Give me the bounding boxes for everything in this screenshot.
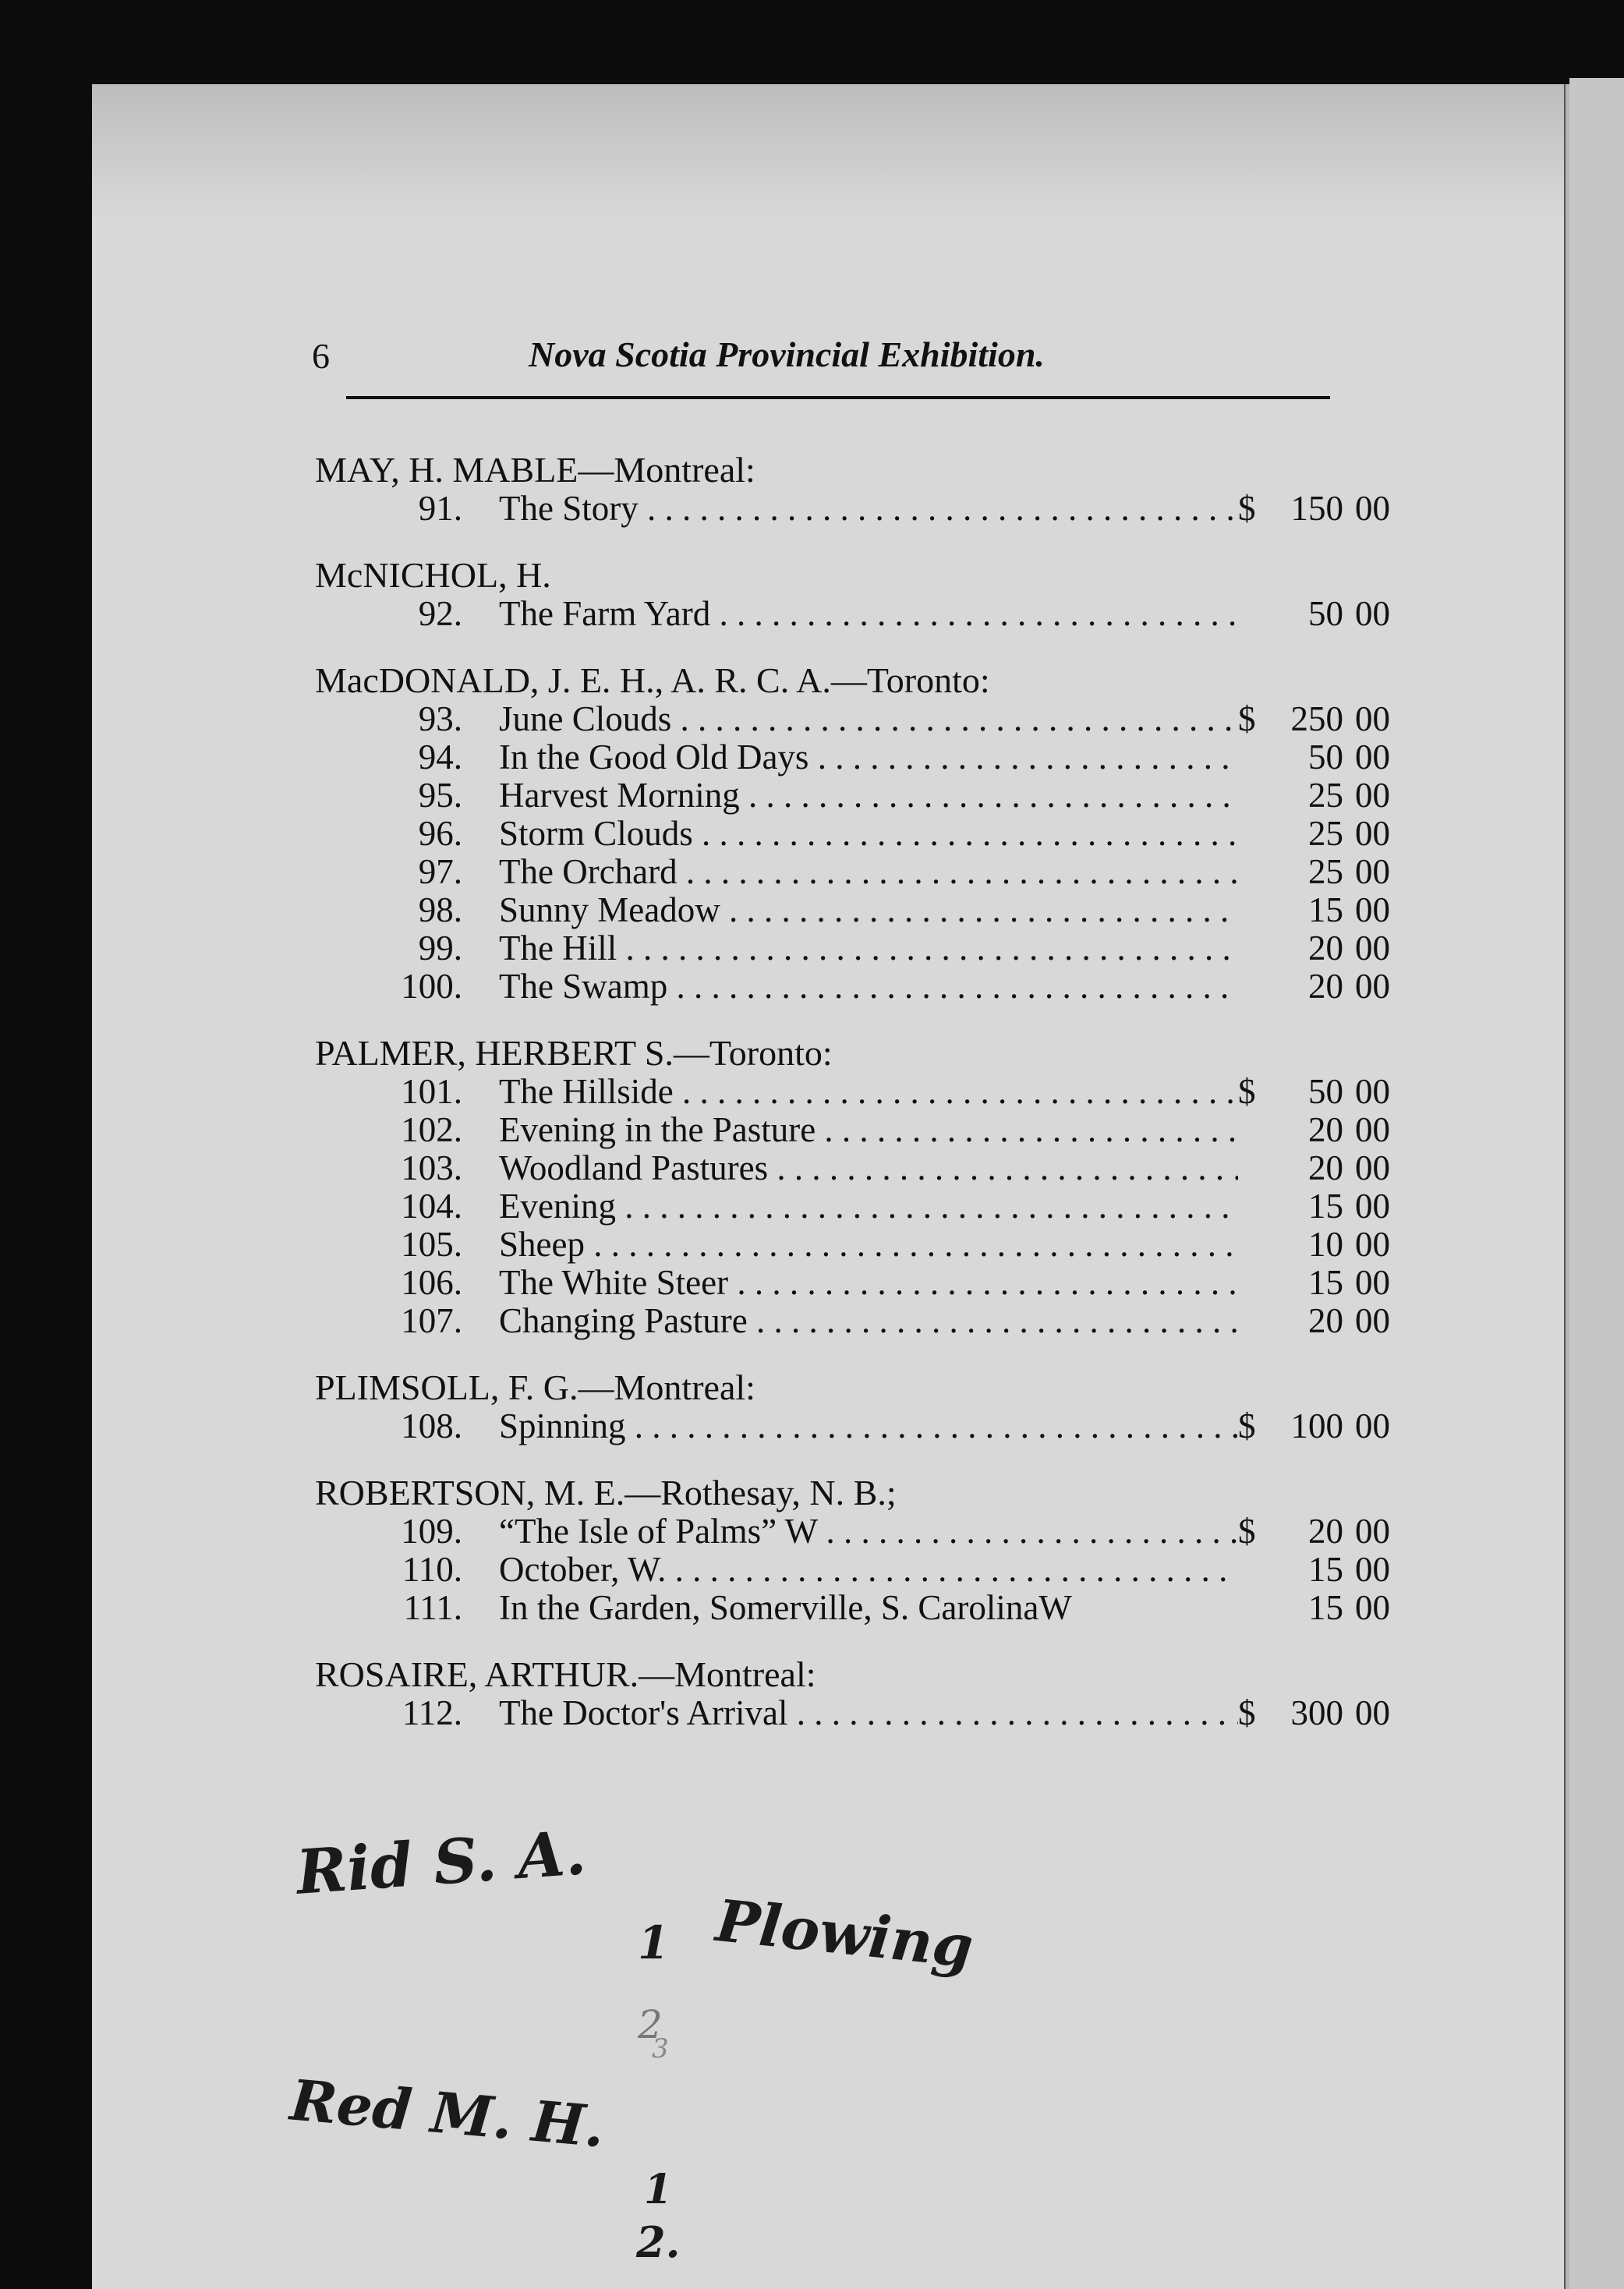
price-cents: 00 [1355,1512,1390,1551]
item-title: The Swamp . . . [499,968,1238,1006]
price-dollars: 20 [1308,1512,1343,1551]
catalogue-item [92,853,1569,891]
price-dollars: 25 [1308,852,1343,891]
price-cents: 00 [1355,699,1390,738]
price-dollars: 15 [1308,1263,1343,1302]
item-title: In the Good Old Days . . . [499,738,1238,777]
price-dollars: 50 [1308,594,1343,633]
price-cents: 00 [1355,1263,1390,1302]
catalogue-item [92,738,1569,777]
price-dollars: 300 [1290,1693,1343,1732]
artist-heading: ROBERTSON, M. E.—Rothesay, N. B.; [315,1473,897,1512]
price-cents: 00 [1355,967,1390,1006]
currency-sign: $ [1238,1072,1256,1111]
price-dollars: 25 [1308,814,1343,853]
item-title: Evening . . . [499,1187,1238,1226]
catalogue-item [92,891,1569,929]
item-number: 97. [418,852,462,891]
catalogue-item [92,968,1569,1006]
item-number: 91. [418,489,462,528]
price-dollars: 50 [1308,1072,1343,1111]
catalogue-item [92,1694,1569,1732]
catalogue-item [92,1226,1569,1264]
price-cents: 00 [1355,1550,1390,1589]
currency-sign: $ [1238,489,1256,528]
price-cents: 00 [1355,1588,1390,1627]
artist-heading: ROSAIRE, ARTHUR.—Montreal: [315,1654,816,1694]
item-number: 101. [401,1072,462,1111]
item-number: 96. [418,814,462,853]
artist-heading: PLIMSOLL, F. G.—Montreal: [315,1367,755,1407]
item-number: 104. [401,1187,462,1226]
price-cents: 00 [1355,852,1390,891]
running-title: Nova Scotia Provincial Exhibition. [529,334,1045,374]
handwritten-note: 1 [638,1916,670,1969]
catalogue-item [92,700,1569,738]
handwritten-note: 3 [652,2033,669,2064]
handwritten-note: Plowing [713,1887,977,1982]
item-title: Spinning . . . [499,1407,1238,1445]
item-title: The Story . . . [499,490,1238,528]
item-title: The Doctor's Arrival . . . [499,1694,1238,1732]
catalogue-item [92,929,1569,968]
item-number: 92. [418,594,462,633]
artist-heading: McNICHOL, H. [315,555,551,595]
item-number: 112. [402,1693,462,1732]
handwritten-note: 2. [636,2217,681,2267]
item-title: The Orchard . . . [499,853,1238,891]
item-title: The Farm Yard . . . [499,595,1238,633]
price-dollars: 20 [1308,967,1343,1006]
price-dollars: 15 [1308,890,1343,929]
document-page [92,84,1569,2289]
currency-sign: $ [1238,1693,1256,1732]
handwritten-note: Red M. H. [288,2066,607,2160]
price-cents: 00 [1355,1110,1390,1149]
price-cents: 00 [1355,594,1390,633]
artist-section [92,1368,1569,1445]
catalogue-item [92,777,1569,815]
item-number: 100. [401,967,462,1006]
handwritten-note: Rid S. A. [294,1817,589,1909]
artist-heading: MAY, H. MABLE—Montreal: [315,450,755,490]
catalogue-item [92,490,1569,528]
price-cents: 00 [1355,738,1390,777]
item-number: 106. [401,1263,462,1302]
item-title: The Hillside . . . [499,1073,1238,1111]
price-dollars: 250 [1290,699,1343,738]
item-title: June Clouds . . . [499,700,1238,738]
item-title: The Hill . . . [499,929,1238,968]
catalogue-item [92,1149,1569,1187]
item-number: 109. [401,1512,462,1551]
price-dollars: 150 [1290,489,1343,528]
handwritten-note: 1 [644,2166,673,2213]
item-number: 110. [402,1550,462,1589]
header-rule [346,396,1330,399]
price-cents: 00 [1355,1148,1390,1187]
page-content [92,84,1569,2289]
price-dollars: 20 [1308,929,1343,968]
catalogue-item [92,1111,1569,1149]
item-title: “The Isle of Palms” W . . . [499,1512,1238,1551]
price-cents: 00 [1355,1072,1390,1111]
price-cents: 00 [1355,1225,1390,1264]
item-title: Evening in the Pasture . . . [499,1111,1238,1149]
price-dollars: 20 [1308,1110,1343,1149]
catalogue-item [92,1407,1569,1445]
catalogue-item [92,595,1569,633]
item-number: 105. [401,1225,462,1264]
price-dollars: 15 [1308,1550,1343,1589]
item-number: 111. [403,1588,462,1627]
item-title: Woodland Pastures . . . [499,1149,1238,1187]
catalogue-item [92,1589,1569,1627]
item-title: October, W. . . . [499,1551,1238,1589]
item-number: 93. [418,699,462,738]
currency-sign: $ [1238,1406,1256,1445]
price-dollars: 100 [1290,1406,1343,1445]
price-dollars: 50 [1308,738,1343,777]
catalogue-item [92,1187,1569,1226]
price-dollars: 25 [1308,776,1343,815]
item-title: Changing Pasture . . . [499,1302,1238,1340]
price-cents: 00 [1355,1187,1390,1226]
artist-heading: MacDONALD, J. E. H., A. R. C. A.—Toronto: [315,660,990,700]
handwritten-note: 2 [638,2002,663,2047]
artist-section [92,1655,1569,1732]
artist-heading: PALMER, HERBERT S.—Toronto: [315,1033,833,1073]
item-number: 108. [401,1406,462,1445]
catalogue-item [92,1512,1569,1551]
item-title: In the Garden, Somerville, S. CarolinaW [499,1589,1072,1627]
item-number: 95. [418,776,462,815]
item-title: Sheep . . . [499,1226,1238,1264]
item-title: Storm Clouds . . . [499,815,1238,853]
page-number: 6 [312,336,330,376]
item-number: 98. [418,890,462,929]
currency-sign: $ [1238,699,1256,738]
artist-section [92,1034,1569,1340]
price-cents: 00 [1355,814,1390,853]
price-cents: 00 [1355,929,1390,968]
item-title: Harvest Morning . . . [499,777,1238,815]
item-number: 107. [401,1301,462,1340]
price-cents: 00 [1355,776,1390,815]
item-title: The White Steer . . . [499,1264,1238,1302]
catalogue-item [92,1073,1569,1111]
price-dollars: 20 [1308,1301,1343,1340]
item-title: Sunny Meadow . . . [499,891,1238,929]
adjacent-page-strip [1569,78,1624,2289]
price-dollars: 15 [1308,1187,1343,1226]
item-number: 99. [418,929,462,968]
currency-sign: $ [1238,1512,1256,1551]
price-dollars: 10 [1308,1225,1343,1264]
item-number: 103. [401,1148,462,1187]
price-cents: 00 [1355,1693,1390,1732]
artist-section [92,1474,1569,1627]
catalogue-item [92,1264,1569,1302]
catalogue-item [92,1551,1569,1589]
price-dollars: 15 [1308,1588,1343,1627]
catalogue-item [92,815,1569,853]
item-number: 102. [401,1110,462,1149]
artist-section [92,451,1569,528]
price-cents: 00 [1355,890,1390,929]
catalogue-entries [92,451,1569,1760]
price-cents: 00 [1355,489,1390,528]
item-number: 94. [418,738,462,777]
price-cents: 00 [1355,1301,1390,1340]
artist-section [92,661,1569,1006]
artist-section [92,556,1569,633]
price-cents: 00 [1355,1406,1390,1445]
catalogue-item [92,1302,1569,1340]
price-dollars: 20 [1308,1148,1343,1187]
